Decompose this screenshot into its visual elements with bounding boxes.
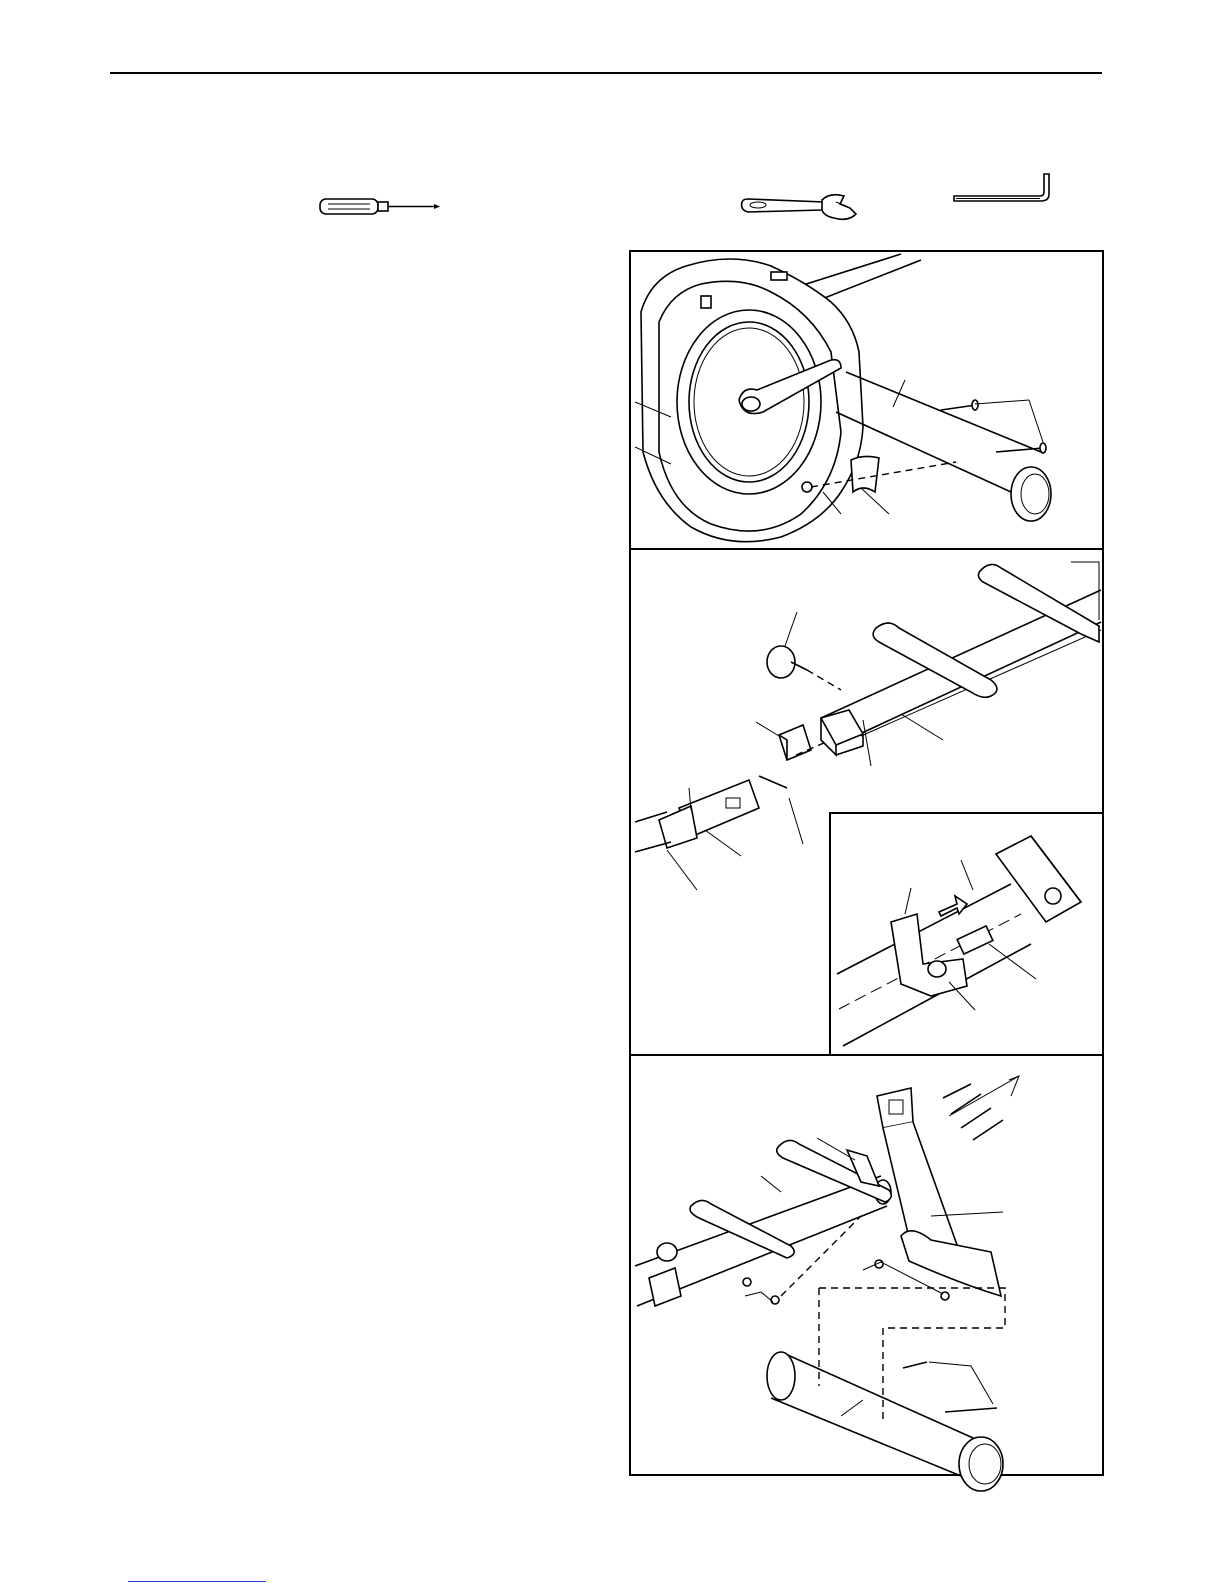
figure-3-drawing	[631, 1056, 1106, 1478]
footer-link-underline[interactable]	[128, 1581, 266, 1582]
figure-3-panel	[629, 1054, 1104, 1476]
figure-2-inset-panel	[829, 812, 1104, 1056]
allen-key-icon	[952, 172, 1054, 206]
figure-2-inset-drawing	[831, 814, 1106, 1058]
figure-1-drawing	[631, 252, 1106, 552]
header-rule	[110, 72, 1102, 74]
wrench-icon	[738, 190, 860, 224]
figure-1-panel	[629, 250, 1104, 550]
screwdriver-icon	[318, 196, 443, 218]
